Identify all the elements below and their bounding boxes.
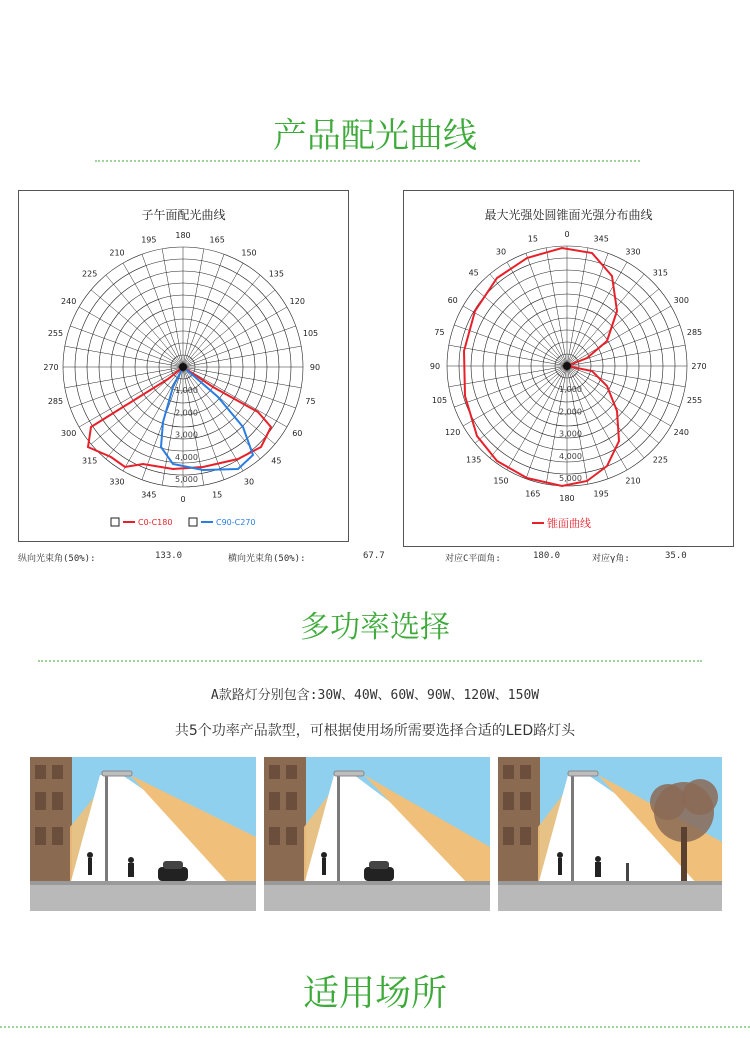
polar-angle-label: 240 [673,428,689,437]
street-scene-1 [30,757,256,911]
polar-angle-label: 270 [43,363,59,372]
polar-angle-label: 45 [468,268,479,278]
c-plane-angle-label: 对应C平面角: [445,554,501,564]
polar-angle-label: 210 [109,248,125,258]
polar-angle-label: 0 [564,230,570,239]
polar-angle-label: 30 [243,477,255,487]
polar-angle-label: 75 [434,327,445,337]
power-section-title: 多功率选择 [300,610,450,645]
polar-radial-label: 5,000 [559,474,582,484]
polar-angle-label: 300 [61,429,77,438]
polar-angle-label: 90 [309,363,321,372]
polar-radial-label: 4,000 [559,451,582,461]
meridian-polar-chart [19,191,348,541]
polar-angle-label: 315 [82,456,98,466]
polar-angle-label: 345 [593,234,609,244]
polar-radial-label: 1,000 [559,385,582,395]
cone-chart-title: 最大光强处圆锥面光强分布曲线 [484,208,653,222]
polar-angle-label: 315 [652,268,668,278]
polar-angle-label: 180 [175,231,191,240]
polar-angle-label: 60 [292,429,303,438]
section-divider [0,1026,750,1028]
legend-label: C0-C180 [138,518,173,527]
section-divider [38,660,702,662]
polar-angle-label: 210 [625,476,641,486]
vertical-beam-angle-value: 133.0 [155,551,183,561]
polar-radial-label: 2,000 [175,408,198,418]
polar-angle-label: 240 [61,297,77,306]
polar-angle-label: 120 [445,428,461,437]
polar-angle-label: 195 [593,489,609,499]
polar-radial-label: 1,000 [175,386,198,396]
legend-checkbox [111,518,119,526]
polar-angle-label: 150 [241,248,257,258]
legend-label: 锥面曲线 [547,517,591,530]
polar-radial-label: 4,000 [175,452,198,462]
cone-chart-panel [403,190,734,547]
street-scene-3 [498,757,722,911]
polar-radial-label: 3,000 [175,430,198,440]
application-section-title: 适用场所 [302,973,447,1014]
gamma-angle-value: 35.0 [665,551,687,561]
polar-radial-label: 3,000 [559,429,582,439]
polar-angle-label: 135 [466,455,482,465]
meridian-chart-title: 子午面配光曲线 [141,208,226,222]
polar-angle-label: 0 [180,495,186,504]
polar-angle-label: 150 [493,476,509,486]
polar-angle-label: 195 [141,235,157,245]
polar-angle-label: 165 [525,489,541,499]
polar-angle-label: 60 [447,296,458,305]
polar-radial-label: 5,000 [175,475,198,485]
vertical-beam-angle-label: 纵向光束角(50%): [18,554,96,564]
polar-angle-label: 165 [209,235,225,245]
polar-angle-label: 15 [212,490,223,500]
street-scene-2 [264,757,490,911]
polar-angle-label: 285 [686,327,703,337]
power-models-text: 共5个功率产品款型，可根据使用场所需要选择合适的LED路灯头 [174,723,576,739]
polar-angle-label: 345 [141,490,157,500]
gamma-angle-label: 对应γ角: [592,554,630,564]
cone-polar-chart [404,191,733,546]
polar-angle-label: 225 [652,455,668,465]
polar-center [179,363,187,371]
cone-curve [464,248,619,486]
meridian-chart-panel [18,190,349,542]
polar-angle-label: 105 [302,328,319,338]
polar-angle-label: 330 [625,247,641,257]
polar-angle-label: 15 [527,234,538,244]
polar-angle-label: 255 [686,396,703,406]
polar-angle-label: 75 [305,397,316,407]
polar-angle-label: 270 [691,362,707,371]
horizontal-beam-angle-label: 横向光束角(50%): [228,554,306,564]
legend-checkbox [189,518,197,526]
polar-angle-label: 135 [268,269,284,279]
polar-angle-label: 105 [431,396,448,406]
polar-angle-label: 255 [47,328,64,338]
polar-angle-label: 285 [47,397,64,407]
horizontal-beam-angle-value: 67.7 [363,551,385,561]
legend-label: C90-C270 [216,518,256,527]
polar-angle-label: 180 [559,494,575,503]
polar-angle-label: 90 [429,362,441,371]
polar-angle-label: 225 [82,269,98,279]
polar-angle-label: 300 [673,296,689,305]
photometric-section-title: 产品配光曲线 [273,116,477,156]
polar-center [563,362,571,370]
c-plane-angle-value: 180.0 [533,551,561,561]
polar-angle-label: 30 [495,247,507,257]
polar-angle-label: 120 [289,297,305,306]
section-divider [95,160,640,162]
polar-angle-label: 330 [109,477,125,487]
polar-radial-label: 2,000 [559,407,582,417]
power-options-text: A款路灯分别包含:30W、40W、60W、90W、120W、150W [210,688,540,703]
polar-angle-label: 45 [271,456,282,466]
